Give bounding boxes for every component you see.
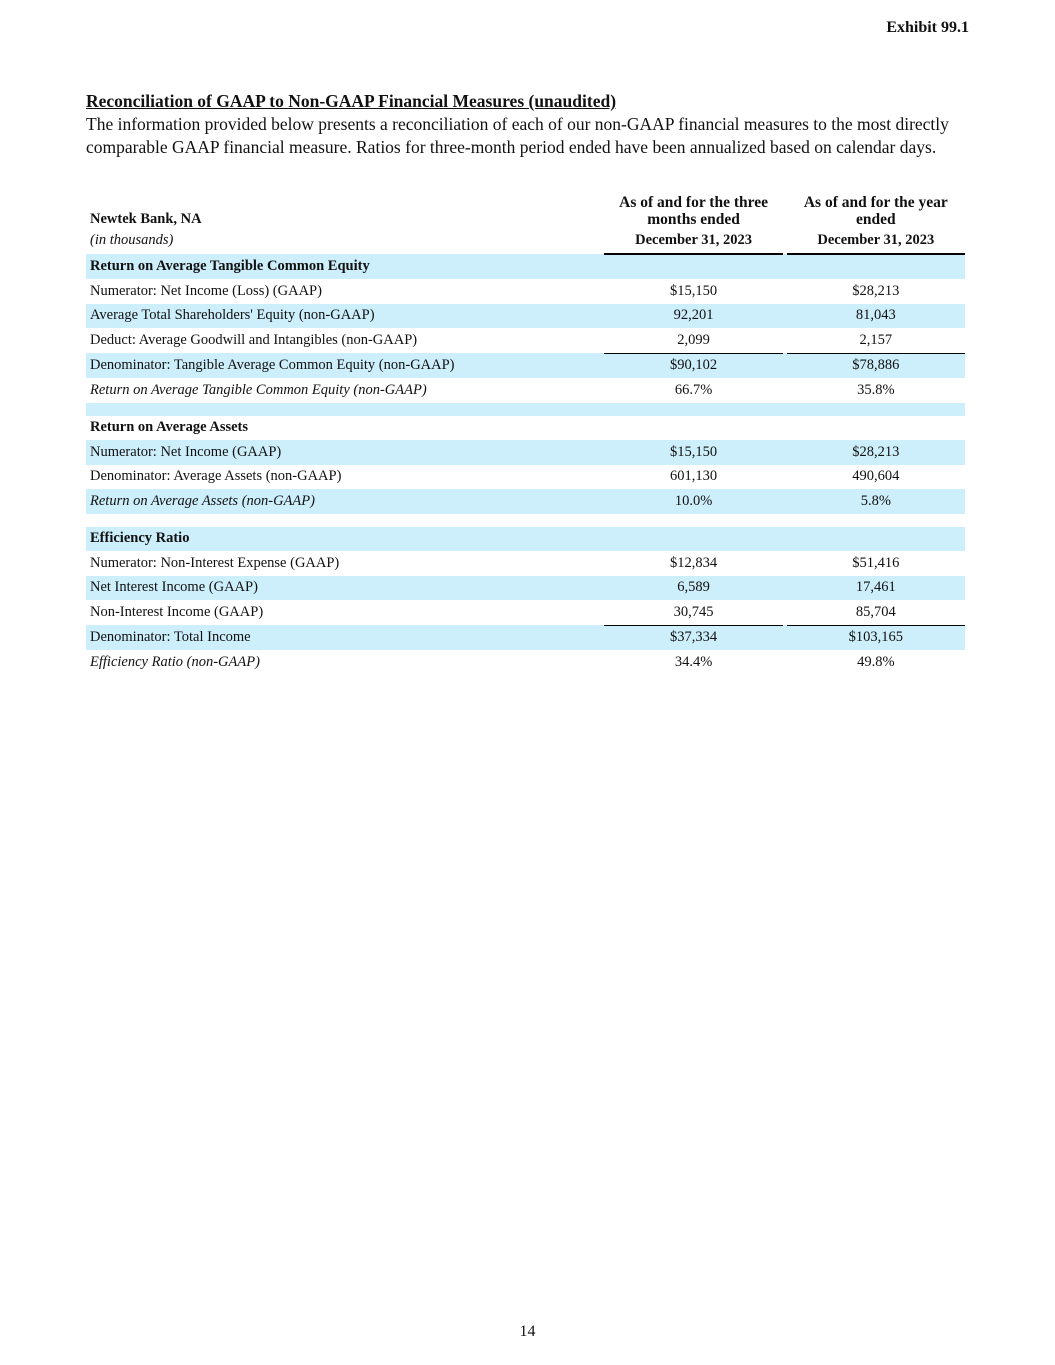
table-row [86,551,965,576]
row-value-col1: $90,102 [604,353,782,378]
row-value-col1: 92,201 [604,304,782,329]
row-label: Denominator: Average Assets (non-GAAP) [90,468,342,485]
row-value-col1: 66.7% [674,381,713,398]
table-row [86,378,965,403]
spacer-row [86,403,965,416]
row-value-col2: 490,604 [852,468,900,485]
exhibit-label: Exhibit 99.1 [886,19,969,36]
row-value-col2: $28,213 [852,282,900,299]
row-value-col2: 49.8% [857,653,895,670]
section-title-row [86,254,965,280]
row-label: Average Total Shareholders' Equity (non-GAAP) [86,304,604,329]
row-value-col2: 17,461 [787,576,965,601]
date-row [86,228,965,254]
row-label: Non-Interest Income (GAAP) [90,604,264,620]
table-row [86,600,965,625]
row-value-col2: $51,416 [852,554,900,571]
section-title: Return on Average Tangible Common Equity [86,254,604,280]
row-label: Denominator: Total Income [86,625,604,650]
row-value-col2: 85,704 [787,600,965,625]
table-row [86,304,965,329]
row-value-col1: $37,334 [604,625,782,650]
row-label: Return on Average Tangible Common Equity (non-GAAP) [90,381,427,398]
row-value-col1: $12,834 [670,554,718,571]
row-label: Efficiency Ratio (non-GAAP) [90,653,260,670]
row-value-col2: 2,157 [787,328,965,353]
table-row [86,489,965,514]
table-row [86,625,965,650]
section-title-row [86,416,965,441]
row-label: Numerator: Net Income (GAAP) [86,440,604,465]
row-value-col1: 601,130 [670,468,718,485]
header-row [86,188,965,228]
row-label: Numerator: Net Income (Loss) (GAAP) [90,282,322,299]
row-value-col1: 30,745 [604,600,782,625]
section-title: Return on Average Assets [90,419,249,436]
reconciliation-table [86,188,965,675]
col2-header: As of and for the year ended [803,194,948,228]
row-value-col2: $28,213 [787,440,965,465]
col1-header: As of and for the three months ended [619,194,768,228]
row-value-col2: 81,043 [787,304,965,329]
table-row [86,465,965,490]
section-title-row [86,527,965,552]
entity-name: Newtek Bank, NA [90,211,202,227]
table-row [86,440,965,465]
row-value-col1: 10.0% [604,489,782,514]
row-value-col1: 2,099 [604,328,782,353]
page-heading: Reconciliation of GAAP to Non-GAAP Financial Measures (unaudited) [86,91,617,111]
row-value-col1: 34.4% [674,653,713,670]
table-row [86,353,965,378]
row-value-col2: $103,165 [787,625,965,650]
row-value-col2: 35.8% [857,381,895,398]
row-value-col1: $15,150 [670,282,718,299]
units-label: (in thousands) [90,232,174,249]
intro-paragraph: The information provided below presents a reconciliation of each of our non-GAAP financial measures to the most directly comparable GAAP financial measure. Ratios for three-month period ended have been annualized based on calendar days. [86,114,949,157]
section-title: Efficiency Ratio [86,527,604,552]
row-value-col2: $78,886 [787,353,965,378]
row-label: Deduct: Average Goodwill and Intangibles (non-GAAP) [90,332,418,348]
page-number: 14 [519,1323,536,1340]
table-row [86,279,965,304]
row-label: Net Interest Income (GAAP) [86,576,604,601]
row-value-col2: 5.8% [787,489,965,514]
row-label: Return on Average Assets (non-GAAP) [86,489,604,514]
col1-date: December 31, 2023 [604,228,782,254]
row-value-col1: 6,589 [604,576,782,601]
table-row [86,576,965,601]
row-label: Numerator: Non-Interest Expense (GAAP) [90,554,340,571]
row-label: Denominator: Tangible Average Common Equity (non-GAAP) [86,353,604,378]
table-row [86,328,965,353]
table-row [86,650,965,675]
col2-date: December 31, 2023 [787,228,965,254]
row-value-col1: $15,150 [604,440,782,465]
spacer-row [86,514,965,527]
